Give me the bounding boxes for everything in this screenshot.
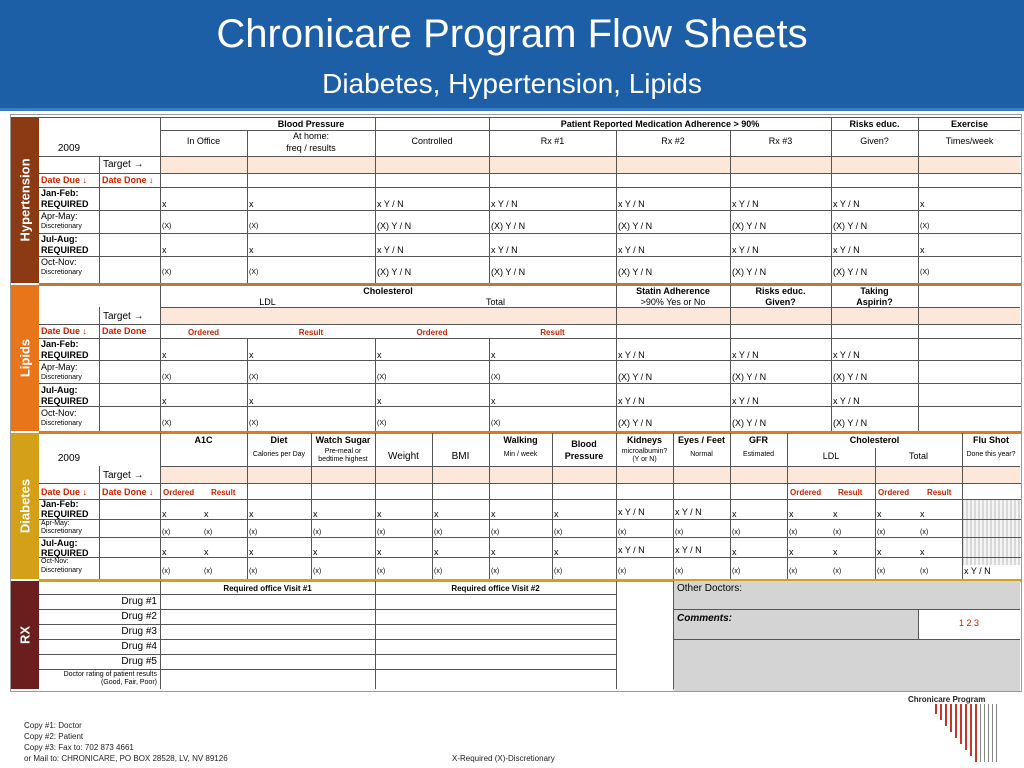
period-oct-nov: Oct-Nov: <box>41 408 77 418</box>
hdr-cholesterol: Cholesterol <box>363 286 413 296</box>
mark-x: x <box>249 547 254 557</box>
band-diabetes: Diabetes <box>11 433 39 579</box>
hdr-statin-2: >90% Yes or No <box>640 297 706 307</box>
period-oct-nov: Oct-Nov: <box>41 257 77 267</box>
mark-xp: (x) <box>618 529 627 536</box>
mark-xp: (X) <box>249 420 259 427</box>
mark-x: x <box>920 245 925 255</box>
period-required: REQUIRED <box>41 199 89 209</box>
mark-x: x <box>732 509 737 519</box>
ordered-label: Ordered <box>416 328 448 337</box>
rx-page-numbers: 1 2 3 <box>958 618 980 628</box>
hdr-blood-pressure: Blood Pressure <box>277 119 345 129</box>
mark-x-yn: x Y / N <box>377 199 404 209</box>
mark-xp-yn: (X) Y / N <box>833 267 868 277</box>
mark-xp: (x) <box>675 529 684 536</box>
rx-drug-label: Drug #2 <box>121 611 157 622</box>
ordered-label: Ordered <box>878 488 910 497</box>
footer-copy1: Copy #1: Doctor <box>24 721 82 730</box>
mark-xp: (X) <box>377 374 387 381</box>
rx-drug-label: Drug #1 <box>121 596 157 607</box>
period-discretionary: Discretionary <box>41 528 82 535</box>
hdr-walking-sub: Min / week <box>503 451 538 458</box>
hdr-risks: Risks educ. <box>849 119 900 129</box>
hdr-flu-shot: Flu Shot <box>973 435 1009 445</box>
mark-xp: (X) <box>162 374 172 381</box>
hdr-weight: Weight <box>388 451 419 462</box>
hdr-watch-sub-2: bedtime highest <box>318 456 368 463</box>
mark-xp: (x) <box>877 529 886 536</box>
mark-x: x <box>920 547 925 557</box>
year-label: 2009 <box>57 453 81 464</box>
mark-x: x <box>377 396 382 406</box>
mark-xp: (x) <box>789 529 798 536</box>
mark-xp: (x) <box>732 568 741 575</box>
target-row-fill <box>160 156 1020 173</box>
hdr-rx3: Rx #3 <box>768 136 793 146</box>
hdr-controlled: Controlled <box>411 136 453 146</box>
mark-xp: (x) <box>377 529 386 536</box>
mark-xp: (x) <box>313 568 322 575</box>
mark-x: x <box>162 396 167 406</box>
hdr-bmi: BMI <box>451 451 470 462</box>
mark-xp: (x) <box>554 568 563 575</box>
target-label: Target → <box>103 311 144 322</box>
hdr-ldl: LDL <box>259 297 276 307</box>
section-divider <box>39 431 1021 434</box>
hdr-watch-sugar: Watch Sugar <box>315 435 371 445</box>
period-jul-aug: Jul-Aug: <box>41 234 78 244</box>
mark-xp: (x) <box>877 568 886 575</box>
rx-drug-label: Drug #3 <box>121 626 157 637</box>
mark-x: x <box>491 547 496 557</box>
mark-x-yn: x Y / N <box>618 396 645 406</box>
mark-x: x <box>204 509 209 519</box>
period-jul-aug: Jul-Aug: <box>41 538 78 548</box>
period-required: REQUIRED <box>41 548 89 558</box>
period-apr-may: Apr-May: <box>41 520 70 527</box>
mark-xp: (x) <box>434 568 443 575</box>
hdr-at-home-2: freq / results <box>286 143 336 153</box>
mark-xp-yn: (X) Y / N <box>732 221 767 231</box>
period-required: REQUIRED <box>41 396 89 406</box>
mark-x: x <box>877 509 882 519</box>
band-rx: RX <box>11 581 39 689</box>
mark-xp: (X) <box>249 374 259 381</box>
footer-copy2: Copy #2: Patient <box>24 732 84 741</box>
mark-x-yn: x Y / N <box>618 507 645 517</box>
period-discretionary: Discretionary <box>41 223 82 230</box>
hdr-total: Total <box>485 297 505 307</box>
mark-xp: (X) <box>162 223 172 230</box>
hdr-ldl: LDL <box>822 451 840 461</box>
mark-xp: (X) <box>920 269 930 276</box>
hdr-kidneys-sub-2: (Y or N) <box>632 456 657 463</box>
mark-xp: (X) <box>491 374 501 381</box>
target-label: Target → <box>103 159 144 170</box>
footer-copy3: Copy #3: Fax to: 702 873 4661 <box>24 743 134 752</box>
mark-xp-yn: (X) Y / N <box>833 418 868 428</box>
mark-xp: (x) <box>789 568 798 575</box>
hdr-watch-sub: Pre-meal or <box>324 448 362 455</box>
hdr-gfr: GFR <box>749 435 768 445</box>
band-lipids: Lipids <box>11 285 39 431</box>
hatched-area <box>962 499 1020 565</box>
mark-xp: (X) <box>162 420 172 427</box>
mark-xp-yn: (X) Y / N <box>618 418 653 428</box>
mark-x-yn: x Y / N <box>675 507 702 517</box>
hdr-aspirin: Taking <box>860 286 889 296</box>
mark-x: x <box>162 199 167 209</box>
rx-rating-label-2: (Good, Fair, Poor) <box>100 679 157 686</box>
mark-xp-yn: (X) Y / N <box>618 221 653 231</box>
mark-x: x <box>833 509 838 519</box>
date-due-label: Date Due ↓ <box>41 326 88 336</box>
date-due-label: Date Due ↓ <box>41 175 88 185</box>
mark-x: x <box>249 396 254 406</box>
date-done-label: Date Done ↓ <box>102 175 154 185</box>
hdr-risks: Risks educ. <box>755 286 806 296</box>
mark-x: x <box>833 547 838 557</box>
mark-xp-yn: (X) Y / N <box>377 267 412 277</box>
mark-xp: (x) <box>618 568 627 575</box>
hdr-pressure: Pressure <box>564 451 604 461</box>
mark-xp: (x) <box>162 568 171 575</box>
mark-x: x <box>434 509 439 519</box>
mark-x: x <box>554 547 559 557</box>
mark-x: x <box>249 199 254 209</box>
ordered-label: Ordered <box>790 488 822 497</box>
mark-xp: (x) <box>491 529 500 536</box>
mark-x: x <box>162 245 167 255</box>
mark-x-yn: x Y / N <box>491 245 518 255</box>
mark-xp: (x) <box>434 529 443 536</box>
mark-x-yn: x Y / N <box>732 245 759 255</box>
mark-xp: (X) <box>162 269 172 276</box>
mark-x: x <box>789 509 794 519</box>
period-jan-feb: Jan-Feb: <box>41 188 79 198</box>
mark-x: x <box>377 509 382 519</box>
mark-xp: (X) <box>491 420 501 427</box>
rx-rating-label: Doctor rating of patient results <box>63 671 157 678</box>
hdr-aspirin-2: Aspirin? <box>856 297 893 307</box>
hdr-at-home: At home: <box>292 131 330 141</box>
mark-xp-yn: (X) Y / N <box>732 418 767 428</box>
rx-comments: Comments: <box>677 613 733 624</box>
mark-x: x <box>162 547 167 557</box>
period-apr-may: Apr-May: <box>41 362 78 372</box>
mark-xp: (x) <box>920 529 929 536</box>
mark-xp: (x) <box>833 529 842 536</box>
mark-xp: (X) <box>377 420 387 427</box>
mark-xp-yn: (X) Y / N <box>833 372 868 382</box>
year-label: 2009 <box>57 143 81 154</box>
mark-x: x <box>313 547 318 557</box>
mark-x-yn: x Y / N <box>618 350 645 360</box>
mark-xp: (x) <box>920 568 929 575</box>
hdr-gfr-sub: Estimated <box>742 451 775 458</box>
mark-x-yn: x Y / N <box>833 350 860 360</box>
mark-x-yn: x Y / N <box>675 545 702 555</box>
mark-x: x <box>920 509 925 519</box>
mark-x: x <box>162 509 167 519</box>
hdr-blood: Blood <box>571 439 597 449</box>
mark-xp: (x) <box>732 529 741 536</box>
slide-header <box>0 0 1024 111</box>
mark-xp-yn: (X) Y / N <box>732 372 767 382</box>
result-label: Result <box>211 488 236 497</box>
period-oct-nov: Oct-Nov: <box>41 558 69 565</box>
hdr-eyes-feet: Eyes / Feet <box>677 435 726 445</box>
mark-x-yn: x Y / N <box>618 199 645 209</box>
mark-xp-yn: (X) Y / N <box>491 267 526 277</box>
ordered-label: Ordered <box>163 488 195 497</box>
mark-x: x <box>249 245 254 255</box>
hdr-total: Total <box>908 451 928 461</box>
mark-x: x <box>491 396 496 406</box>
mark-x: x <box>377 350 382 360</box>
mark-xp: (x) <box>249 529 258 536</box>
mark-x: x <box>877 547 882 557</box>
mark-xp-yn: (X) Y / N <box>618 267 653 277</box>
hdr-rx1: Rx #1 <box>540 136 565 146</box>
period-jan-feb: Jan-Feb: <box>41 499 79 509</box>
mark-xp: (x) <box>833 568 842 575</box>
mark-xp-yn: (X) Y / N <box>618 372 653 382</box>
period-discretionary: Discretionary <box>41 374 82 381</box>
target-row-fill <box>160 466 1020 483</box>
mark-xp: (X) <box>249 269 259 276</box>
result-label: Result <box>540 328 565 337</box>
footer-legend: X-Required (X)-Discretionary <box>452 754 555 763</box>
rx-visit2-header: Required office Visit #2 <box>451 584 540 593</box>
date-done-label: Date Done <box>102 326 147 336</box>
result-label: Result <box>838 488 863 497</box>
footer-mail: or Mail to: CHRONICARE, PO BOX 28528, LV, NV 89126 <box>24 754 228 763</box>
ordered-label: Ordered <box>187 328 220 337</box>
mark-x: x <box>434 547 439 557</box>
mark-x: x <box>732 547 737 557</box>
mark-flu-yn: x Y / N <box>964 566 991 576</box>
mark-xp-yn: (X) Y / N <box>833 221 868 231</box>
hdr-kidneys-sub: microalbumin? <box>621 448 668 455</box>
hdr-diet-sub: Calories per Day <box>252 451 306 458</box>
mark-xp: (x) <box>313 529 322 536</box>
rx-drug-label: Drug #4 <box>121 641 157 652</box>
mark-x: x <box>249 350 254 360</box>
period-jul-aug: Jul-Aug: <box>41 385 78 395</box>
band-hypertension: Hypertension <box>11 117 39 283</box>
hdr-cholesterol: Cholesterol <box>849 435 900 445</box>
mark-x: x <box>491 509 496 519</box>
period-apr-may: Apr-May: <box>41 211 78 221</box>
period-required: REQUIRED <box>41 245 89 255</box>
mark-xp: (x) <box>675 568 684 575</box>
period-discretionary: Discretionary <box>41 269 82 276</box>
date-done-label: Date Done ↓ <box>102 487 154 497</box>
hdr-a1c: A1C <box>194 435 213 445</box>
mark-x-yn: x Y / N <box>618 545 645 555</box>
period-jan-feb: Jan-Feb: <box>41 339 79 349</box>
mark-x-yn: x Y / N <box>833 396 860 406</box>
mark-x-yn: x Y / N <box>732 199 759 209</box>
hdr-exercise: Exercise <box>950 119 989 129</box>
mark-x: x <box>920 199 925 209</box>
hdr-rx2: Rx #2 <box>661 136 685 146</box>
mark-x: x <box>789 547 794 557</box>
mark-xp: (X) <box>249 223 259 230</box>
hdr-times-week: Times/week <box>945 136 994 146</box>
mark-xp-yn: (X) Y / N <box>377 221 412 231</box>
mark-x: x <box>313 509 318 519</box>
result-label: Result <box>927 488 952 497</box>
mark-xp: (x) <box>491 568 500 575</box>
mark-x-yn: x Y / N <box>732 396 759 406</box>
mark-x: x <box>554 509 559 519</box>
mark-x-yn: x Y / N <box>833 199 860 209</box>
rx-drug-label: Drug #5 <box>121 656 157 667</box>
result-label: Result <box>298 328 324 337</box>
mark-x-yn: x Y / N <box>732 350 759 360</box>
hdr-in-office: In Office <box>186 136 221 146</box>
mark-xp: (x) <box>204 529 213 536</box>
mark-xp-yn: (X) Y / N <box>732 267 767 277</box>
hdr-statin: Statin Adherence <box>636 286 710 296</box>
slide-subtitle: Diabetes, Hypertension, Lipids <box>322 68 702 99</box>
target-label: Target → <box>103 470 144 481</box>
hdr-walking: Walking <box>503 435 538 445</box>
mark-x-yn: x Y / N <box>491 199 518 209</box>
hdr-flu-sub: Done this year? <box>966 451 1016 458</box>
hdr-diet: Diet <box>270 435 288 445</box>
period-required: REQUIRED <box>41 509 89 519</box>
period-discretionary: Discretionary <box>41 420 82 427</box>
mark-x: x <box>204 547 209 557</box>
mark-xp-yn: (X) Y / N <box>491 221 526 231</box>
mark-xp: (x) <box>204 568 213 575</box>
slide-title: Chronicare Program Flow Sheets <box>216 12 808 56</box>
mark-x: x <box>491 350 496 360</box>
mark-x-yn: x Y / N <box>833 245 860 255</box>
mark-xp: (x) <box>554 529 563 536</box>
hdr-eyes-sub: Normal <box>690 451 713 458</box>
mark-x-yn: x Y / N <box>618 245 645 255</box>
target-row-fill <box>160 307 1020 324</box>
period-required: REQUIRED <box>41 350 89 360</box>
chronicare-logo-icon <box>933 704 1013 764</box>
footer-logo-text: Chronicare Program <box>908 695 986 704</box>
date-due-label: Date Due ↓ <box>41 487 88 497</box>
rx-other-doctors: Other Doctors: <box>677 583 743 594</box>
rx-visit1-header: Required office Visit #1 <box>223 584 312 593</box>
mark-xp: (x) <box>249 568 258 575</box>
mark-xp: (X) <box>920 223 930 230</box>
hdr-given: Given? <box>860 136 889 146</box>
hdr-adherence: Patient Reported Medication Adherence > 90% <box>560 119 760 129</box>
mark-x-yn: x Y / N <box>377 245 404 255</box>
period-discretionary: Discretionary <box>41 567 82 574</box>
mark-x: x <box>377 547 382 557</box>
hdr-given: Given? <box>765 297 796 307</box>
mark-x: x <box>162 350 167 360</box>
mark-xp: (x) <box>377 568 386 575</box>
hdr-kidneys: Kidneys <box>626 435 662 445</box>
mark-xp: (x) <box>162 529 171 536</box>
mark-x: x <box>249 509 254 519</box>
flow-sheet <box>10 114 1022 692</box>
